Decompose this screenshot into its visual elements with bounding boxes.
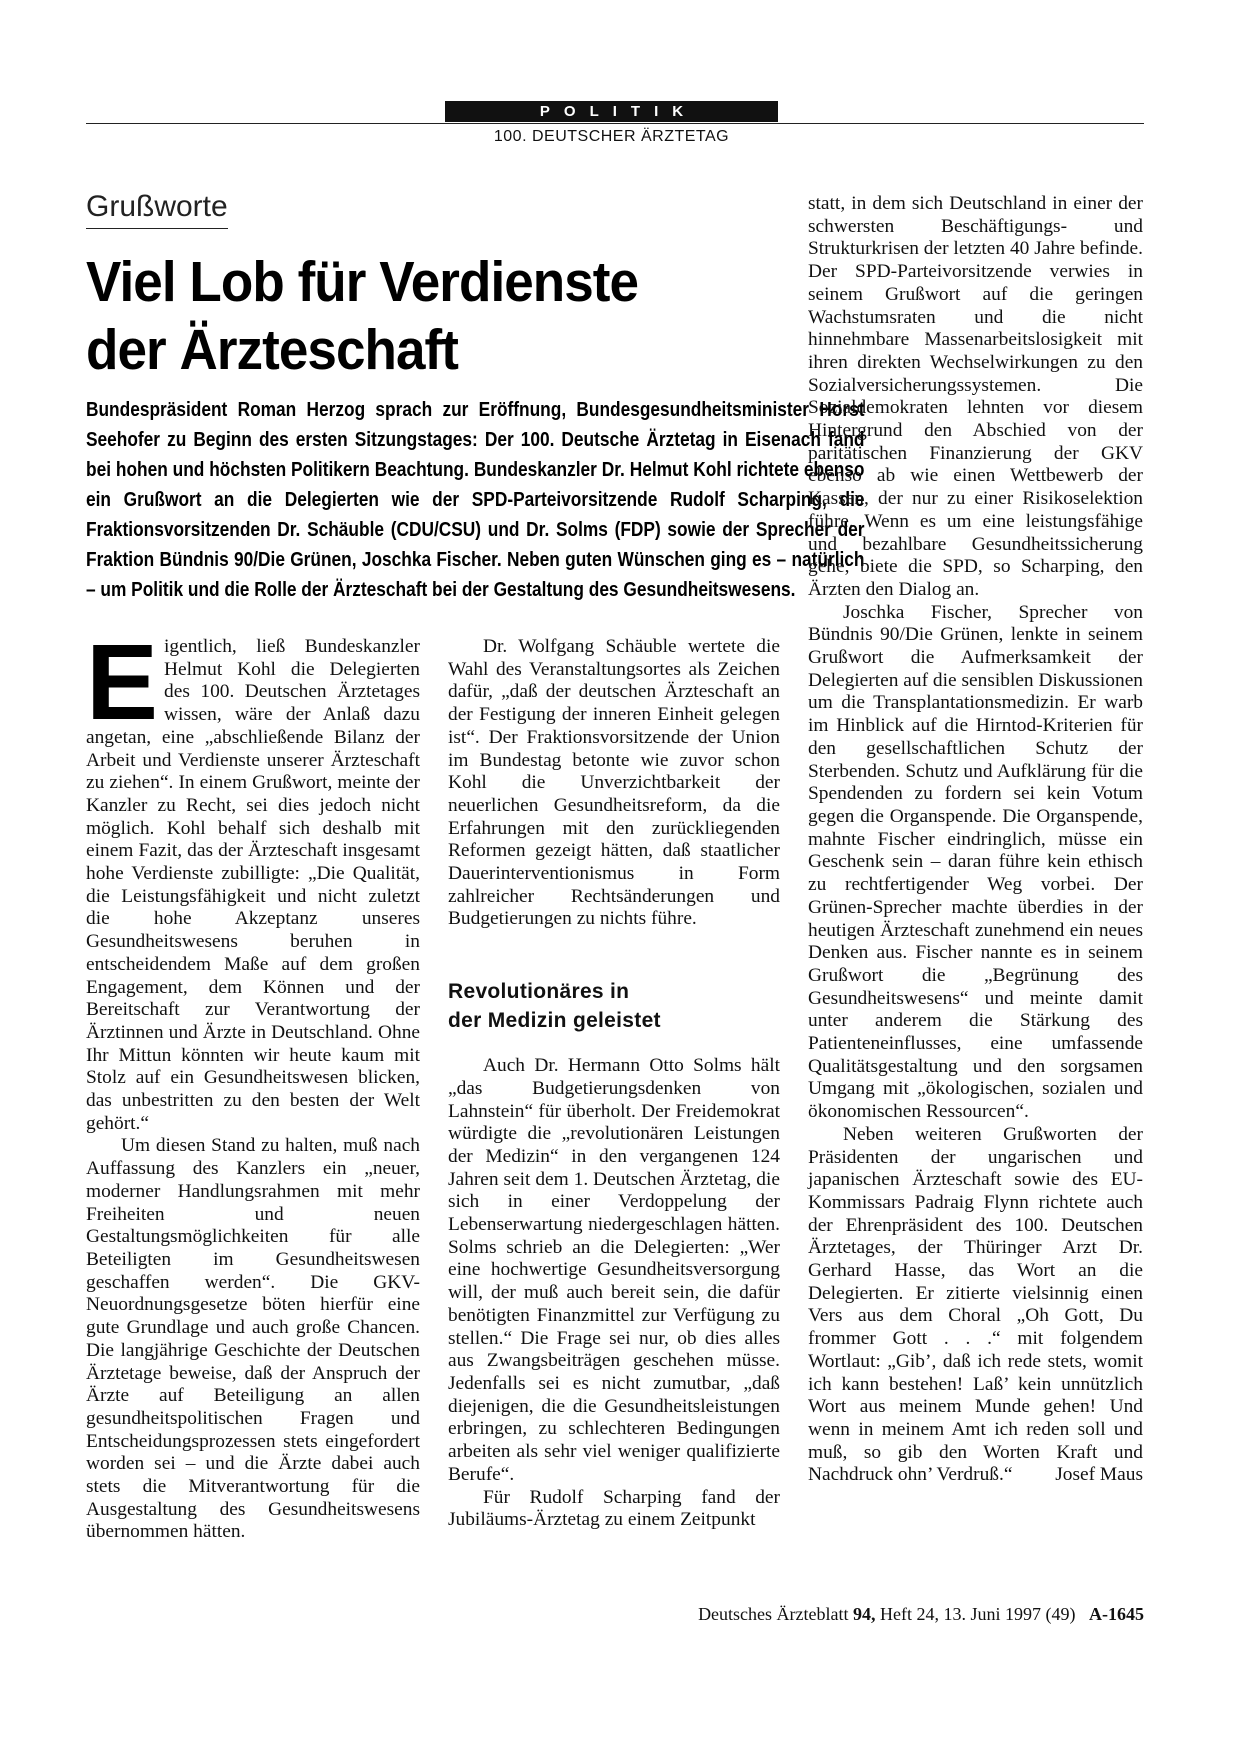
article-kicker: Grußworte [86,190,228,229]
paragraph-5: Für Rudolf Scharping fand der Jubiläums-Ärztetag zu einem Zeitpunkt [448,1486,780,1531]
drop-cap: E [86,621,159,742]
header-rule [86,123,1144,124]
paragraph-1-text: igentlich, ließ Bundeskanzler Helmut Kohl die Delegierten des 100. Deutschen Ärztetages wissen, wäre der Anlaß dazu angetan, eine „abschließende Bilanz der Arbeit und Verdienste unserer Ärzteschaft zu ziehen“. In einem Grußwort, meinte der Kanzler zu Recht, sei dies jedoch nicht möglich. Kohl behalf sich deshalb mit einem Fazit, das der Ärzteschaft insgesamt hohe Verdienste zubilligte: „Die Qualität, die Leistungsfähigkeit und nicht zuletzt die hohe Akzeptanz unseres Gesundheitswesens beruhen in entscheidendem Maße auf dem großen Engagement, dem Können und der Bereitschaft zur Verantwortung der Ärztinnen und Ärzte in Deutschland. Ohne Ihr Mittun könnten wir heute kaum mit Stolz auf ein Gesundheitswesen blicken, das unbestritten zu den besten der Welt gehört.“ [86,636,420,1134]
paragraph-8 [808,1124,1143,1487]
paragraph-1 [86,621,420,1135]
subheading-line-1: Revolutionäres in [448,980,630,1004]
article-headline [86,248,737,384]
article-lead: Bundespräsident Roman Herzog sprach zur Eröffnung, Bundesgesundheitsminister Horst Seehofer zu Beginn des ersten Sitzungstages: Der 100. Deutsche Ärztetag in Eisenach fand bei hohen und höchsten Politikern Beachtung. Bundeskanzler Dr. Helmut Kohl richtete ebenso ein Grußwort an die Delegierten wie der SPD-Parteivorsitzende Rudolf Scharping, die Fraktionsvorsitzenden Dr. Schäuble (CDU/CSU) und Dr. Solms (FDP) sowie der Sprecher der Fraktion Bündnis 90/Die Grünen, Joschka Fischer. Neben guten Wünschen ging es – natürlich – um Politik und die Rolle der Ärzteschaft bei der Gestaltung des Gesundheitswesens. [86,399,865,601]
paragraph-2: Um diesen Stand zu halten, muß nach Auffassung des Kanzlers ein „neuer, moderner Handlungsrahmen mit mehr Freiheiten und neuen Gestaltungsmöglichkeiten für alle Beteiligten im Gesundheitswesen geschaffen werden“. Die GKV-Neuordnungsgesetze böten hierfür eine gute Grundlage und auch große Chancen. Die langjährige Geschichte der Deutschen Ärztetage beweise, daß der Anspruch der Ärzte auf Beteiligung an allen gesundheitspolitischen Fragen und Entscheidungsprozessen stets eingefordert worden sei – und die Ärzte dabei auch stets die Mitverantwortung für die Ausgestaltung des Gesundheitswesens übernommen hätten. [86,1135,420,1543]
subheading-line-2: der Medizin geleistet [448,1009,661,1033]
paragraph-8-text: Neben weiteren Grußworten der Präsidenten der ungarischen und japanischen Ärzteschaft sowie des EU-Kommissars Padraig Flynn richtete auch der Ehrenpräsident des 100. Deutschen Ärztetages, der Thüringer Arzt Dr. Gerhard Hasse, das Wort an die Delegierten. Er zitierte vielsinnig einen Vers aus dem Choral „Oh Gott, Du frommer Gott . . .“ mit folgendem Wortlaut: „Gib’, daß ich rede stets, womit ich kann bestehen! Laß’ kein unnützlich Wort aus meinem Munde gehen! Und wenn in meinem Amt ich reden soll und muß, so gib den Worten Kraft und Nachdruck ohn’ Verdruß.“ [808,1123,1143,1486]
footer-page-number: A-1645 [1089,1604,1144,1624]
paragraph-7: Joschka Fischer, Sprecher von Bündnis 90/Die Grünen, lenkte in seinem Grußwort die Aufmerksamkeit der Delegierten auf die sensiblen Diskussionen um die Transplantationsmedizin. Er warb im Hinblick auf die Hirntod-Kriterien für den gesellschaftlichen Schutz der Sterbenden. Schutz und Aufklärung für die Spendenden zu fordern sei kein Votum gegen die Organspende. Die Organspende, mahnte Fischer eindringlich, müsse ein Geschenk sein – daran führe kein ethisch zu rechtfertigender Weg vorbei. Der Grünen-Sprecher machte überdies in der heutigen Ärzteschaft zunehmend ein neues Denken aus. Fischer nannte es in seinem Grußwort die „Begrünung des Gesundheitswesens“ und meinte damit unter anderem die Stärkung des Patienteneinflusses, eine umfassende Qualitätsgestaltung und den sorgsamen Umgang mit „ökologischen, sozialen und ökonomischen Ressourcen“. [808,601,1143,1123]
headline-line-1: Viel Lob für Verdienste [86,250,639,314]
paragraph-3: Dr. Wolfgang Schäuble wertete die Wahl des Veranstaltungsortes als Zeichen dafür, „daß der deutschen Ärzteschaft an der Festigung der inneren Einheit gelegen ist“. Der Fraktionsvorsitzende der Union im Bundestag betonte wie zuvor schon Kohl die Unverzichtbarkeit der neuerlichen Gesundheitsreform, da die Erfahrungen mit den zurückliegenden Reformen gezeigt hätten, daß staatlicher Dauerinterventionismus in Form zahlreicher Rechtsänderungen und Budgetierungen zu nichts führe. [448,636,780,930]
paragraph-6: statt, in dem sich Deutschland in einer der schwersten Beschäftigungs- und Strukturkrisen der letzten 40 Jahre befinde. Der SPD-Parteivorsitzende verwies in seinem Grußwort auf die geringen Wachstumsraten und die nicht hinnehmbare Massenarbeitslosigkeit mit ihren direkten Wechselwirkungen zu den Sozialversicherungssystemen. Die Sozialdemokraten lehnten vor diesem Hintergrund den Abschied von der paritätischen Finanzierung der GKV ebenso ab wie einen Wettbewerb der Kassen, der nur zu einer Risikoselektion führe. Wenn es um eine leistungsfähige und bezahlbare Gesundheitssicherung gehe, biete die SPD, so Scharping, den Ärzten den Dialog an. [808,193,1143,600]
footer-issue: Heft 24, 13. Juni 1997 (49) [880,1604,1076,1624]
headline-line-2: der Ärzteschaft [86,318,458,382]
column-2 [448,636,780,1532]
subheading [448,977,780,1035]
subsection-label: 100. DEUTSCHER ÄRZTETAG [493,128,730,145]
footer-journal: Deutsches Ärzteblatt [698,1604,849,1624]
paragraph-4: Auch Dr. Hermann Otto Solms hält „das Budgetierungsdenken von Lahnstein“ für überholt. Der Freidemokrat würdigte die „revolutionären Leistungen der Medizin“ in den vergangenen 124 Jahren seit dem 1. Deutschen Ärztetag, die sich in einer Verdoppelung der Lebenserwartung niedergeschlagen hätten. Solms schrieb an die Delegierten: „Wer eine hochwertige Gesundheitsversorgung will, der muß auch bereit sein, die dafür benötigten Finanzmittel zur Verfügung zu stellen.“ Die Frage sei nur, ob dies alles aus Zwangsbeiträgen geschehen müsse. Jedenfalls sei es nicht zumutbar, „daß diejenigen, die die Gesundheitsleistungen erbringen, zu schlechteren Bedingungen arbeiten als sehr viel weniger qualifizierte Berufe“. [448,1055,780,1485]
author-signature: Josef Maus [1055,1464,1143,1486]
page-footer [600,1604,1144,1625]
section-label: POLITIK [445,101,778,122]
footer-volume: 94, [853,1604,876,1624]
column-1 [86,621,420,1544]
column-3 [808,193,1143,1487]
